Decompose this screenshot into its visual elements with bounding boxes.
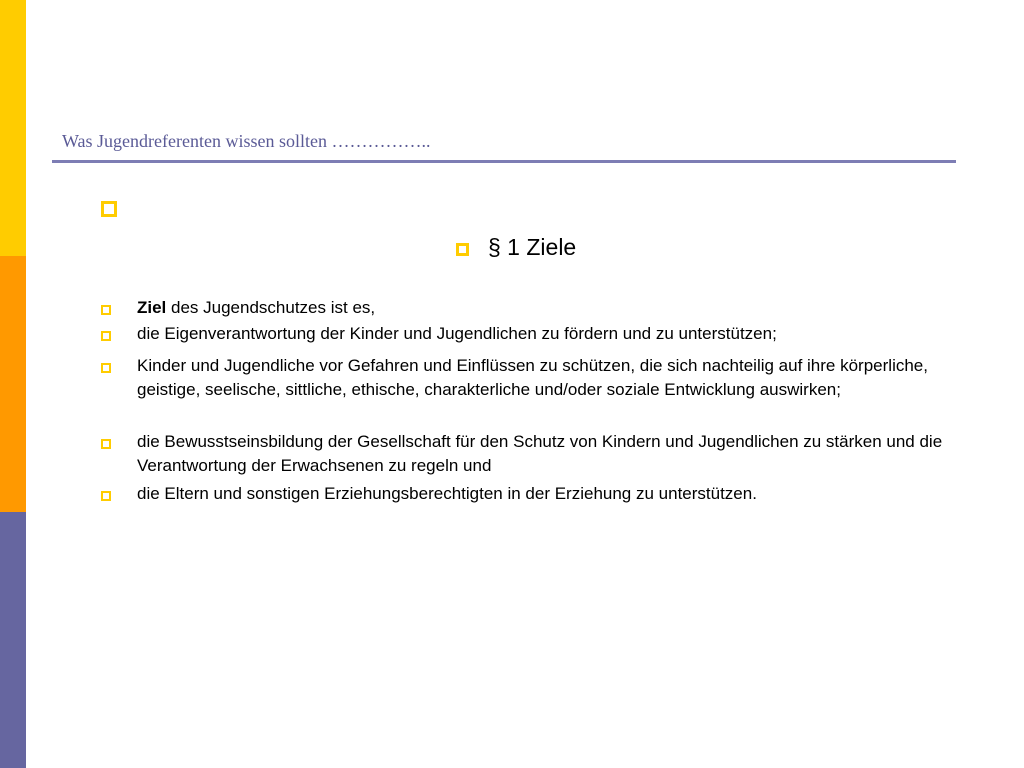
title-divider — [52, 160, 956, 163]
list-item-goal — [137, 296, 947, 320]
list-item: die Eltern und sonstigen Erziehungsberechtigten in der Erziehung zu unterstützen. — [137, 484, 757, 503]
list-item-goal-text: des Jugendschutzes ist es, — [166, 298, 376, 317]
list-item: die Eigenverantwortung der Kinder und Jugendlichen zu fördern und zu unterstützen; — [137, 324, 777, 343]
list-item: Kinder und Jugendliche vor Gefahren und Einflüssen zu schützen, die sich nachteilig auf ihre körperliche, geistige, seelische, sittliche, ethische, charakterliche und/oder soziale Entwicklung auswirken; — [137, 356, 928, 399]
list-bullet-icon — [101, 331, 111, 341]
list-bullet-icon — [101, 305, 111, 315]
list-item: die Bewusstseinsbildung der Gesellschaft für den Schutz von Kindern und Jugendlichen zu stärken und die Verantwortung der Erwachsenen zu regeln und — [137, 432, 943, 475]
side-bar-orange — [0, 256, 26, 512]
list-bullet-icon — [101, 491, 111, 501]
side-bar-yellow — [0, 0, 26, 256]
list-bullet-icon — [101, 439, 111, 449]
list-bullet-icon — [101, 363, 111, 373]
slide-title: Was Jugendreferenten wissen sollten …………….. — [62, 131, 431, 151]
list-item-goal-bold: Ziel — [137, 298, 167, 317]
section-heading: § 1 Ziele — [488, 234, 577, 260]
empty-bullet-icon — [101, 201, 117, 217]
side-bar-purple — [0, 512, 26, 768]
heading-bullet-icon — [456, 243, 469, 256]
